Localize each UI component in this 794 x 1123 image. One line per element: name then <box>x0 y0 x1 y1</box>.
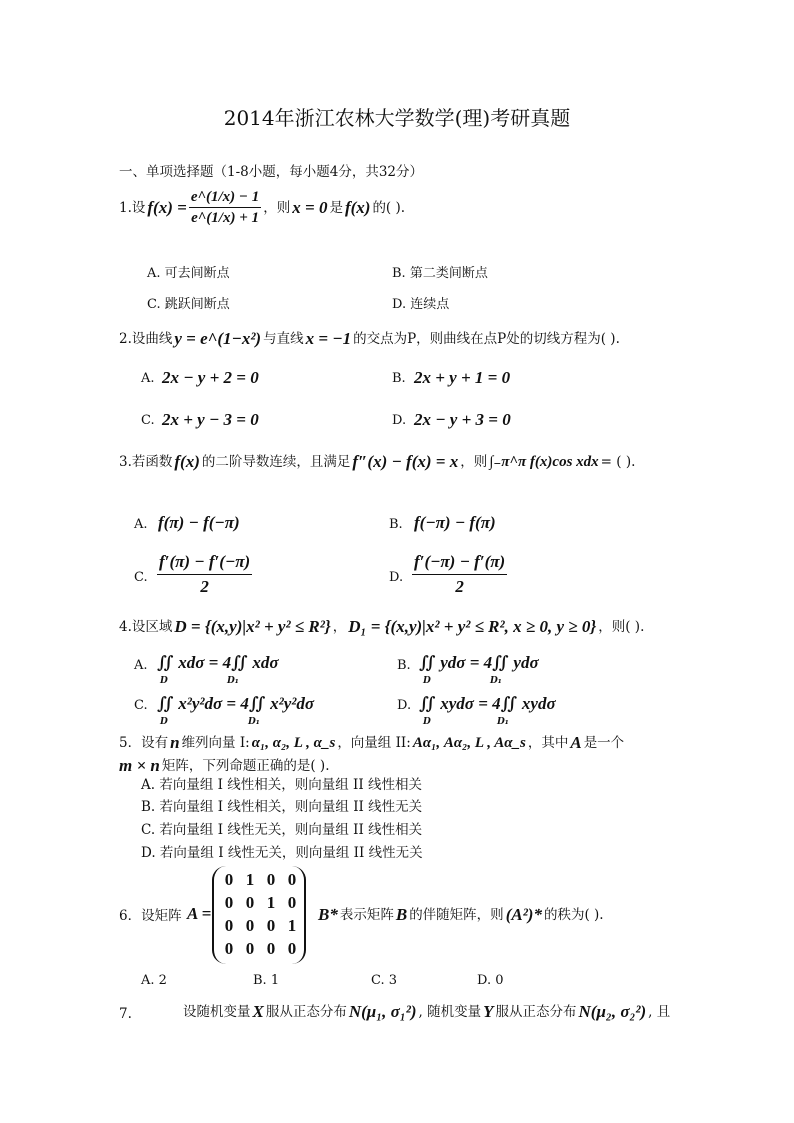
question-7 <box>183 1003 670 1021</box>
q4-c-sub-d1: D₁ <box>248 717 260 727</box>
q3-option-d <box>412 552 507 597</box>
q1-fraction <box>189 188 261 227</box>
q2-option-a-label: A. <box>141 371 155 386</box>
matrix-cell: 0 <box>245 916 255 935</box>
q1-numerator: e^(1/x) − 1 <box>189 188 261 208</box>
q5-text-c: ，向量组 II: <box>337 735 411 751</box>
matrix-cell: 0 <box>245 939 255 958</box>
q3-integral: ∫₋π^π f(x)cos xdx <box>489 454 599 470</box>
q1-denominator: e^(1/x) + 1 <box>191 210 259 226</box>
q3-option-a-label: A. <box>134 517 148 532</box>
q5-vectors-1: α₁, α₂, L , α_s <box>251 735 336 751</box>
q5-n: n <box>170 733 180 752</box>
q2-option-d: 2x − y + 3 = 0 <box>414 410 511 429</box>
q3-c-denominator: 2 <box>200 577 209 596</box>
q6-mid2: 的伴随矩阵，则 <box>409 907 504 923</box>
q6-b: B <box>395 905 408 924</box>
q4-b-sub-d1: D₁ <box>490 676 502 686</box>
q6-a2star: (A²)* <box>505 905 542 924</box>
q7-text-1: 设随机变量 <box>183 1004 251 1020</box>
q3-equation: f″(x) − f(x) = x <box>352 452 459 471</box>
section-heading: 一、单项选择题（1-8小题，每小题4分，共32分） <box>119 164 424 180</box>
q5-vectors-2: Aα₁, Aα₂, L , Aα_s <box>412 735 526 751</box>
q6-option-c: C. 3 <box>371 973 398 988</box>
q1-mid: ，则 <box>263 199 291 216</box>
q2-option-b-label: B. <box>392 371 406 386</box>
q5-text-a: 5．设有 <box>119 735 169 751</box>
q5-a: A <box>570 733 582 752</box>
q6-a-eq: A = <box>187 904 212 923</box>
matrix-cell: 0 <box>224 893 234 912</box>
q3-option-b-label: B. <box>389 517 403 532</box>
q3-mid: 的二阶导数连续，且满足 <box>201 454 351 470</box>
q3-option-d-label: D. <box>389 570 404 585</box>
q3-c-numerator: f′(π) − f′(−π) <box>157 552 252 575</box>
q4-c-sub-d: D <box>160 717 168 727</box>
question-4 <box>119 618 644 636</box>
matrix-cell: 0 <box>224 916 234 935</box>
q5-text-b: 维列向量 I: <box>181 735 250 751</box>
q2-option-b: 2x + y + 1 = 0 <box>414 368 511 387</box>
q4-a-sub-d: D <box>160 676 168 686</box>
q6-option-a: A. 2 <box>141 973 167 988</box>
q1-suffix: 的( ). <box>372 199 406 216</box>
q4-option-d-label: D. <box>397 698 412 713</box>
matrix-cell: 0 <box>287 893 297 912</box>
q4-a-sub-d1: D₁ <box>227 676 239 686</box>
q7-n2: N(μ₂, σ₂²) <box>578 1002 647 1021</box>
question-6-text <box>318 906 604 924</box>
q4-option-b-label: B. <box>397 658 411 673</box>
matrix-cell: 0 <box>224 870 234 889</box>
q1-is: 是 <box>329 199 343 216</box>
matrix-cell: 0 <box>287 939 297 958</box>
q4-d-sub-d1: D₁ <box>497 717 509 727</box>
q7-text-2: 服从正态分布 <box>265 1004 347 1020</box>
q6-mid: 表示矩阵 <box>339 907 394 923</box>
matrix-cell: 0 <box>224 939 234 958</box>
question-1 <box>119 188 405 227</box>
q4-b-sub-d: D <box>423 676 431 686</box>
page-title: 2014年浙江农林大学数学(理)考研真题 <box>223 106 571 130</box>
q1-option-a: A. 可去间断点 <box>147 266 230 281</box>
q6-option-b: B. 1 <box>253 973 280 988</box>
q7-text-5: , 且 <box>648 1004 671 1020</box>
matrix-cell: 1 <box>266 893 276 912</box>
q7-number: 7. <box>119 1006 132 1022</box>
q2-line: x = −1 <box>305 329 352 348</box>
q2-prefix: 2.设曲线 <box>119 331 173 347</box>
q3-option-b: f(−π) − f(π) <box>414 513 496 532</box>
q2-suffix: 的交点为P，则曲线在点P处的切线方程为( ). <box>353 331 620 347</box>
q2-curve: y = e^(1−x²) <box>174 329 262 348</box>
q3-option-c-label: C. <box>134 570 148 585</box>
q6-suffix: 的秩为( ). <box>543 907 604 923</box>
q2-option-d-label: D. <box>392 413 407 428</box>
q1-fx2: f(x) <box>344 197 371 217</box>
q6-option-d: D. 0 <box>477 973 504 988</box>
q4-option-d: ∬ xydσ = 4∬ xydσ <box>419 694 556 713</box>
q1-prefix: 1.设 <box>119 199 146 216</box>
q4-option-a: ∬ xdσ = 4∬ xdσ <box>157 653 279 672</box>
question-5-line-1 <box>119 734 624 752</box>
q3-option-a: f(π) − f(−π) <box>158 513 240 532</box>
q3-d-denominator: 2 <box>455 577 464 596</box>
q4-region-d1: D₁ = {(x,y)|x² + y² ≤ R², x ≥ 0, y ≥ 0} <box>348 617 597 636</box>
q4-sep: ， <box>332 619 347 635</box>
matrix-cell: 1 <box>287 916 297 935</box>
q5-text-d: ，其中 <box>527 735 569 751</box>
q5-text-e: 是一个 <box>583 735 625 751</box>
q2-option-a: 2x − y + 2 = 0 <box>162 368 259 387</box>
q7-text-4: 服从正态分布 <box>495 1004 577 1020</box>
q1-option-d: D. 连续点 <box>392 297 450 312</box>
question-5-line-2 <box>119 757 330 775</box>
matrix-cell: 1 <box>245 870 255 889</box>
q2-option-c: 2x + y − 3 = 0 <box>162 410 259 429</box>
q4-option-b: ∬ ydσ = 4∬ ydσ <box>419 653 539 672</box>
q1-x0: x = 0 <box>292 197 328 217</box>
question-2 <box>119 330 620 348</box>
q5-option-d: D. 若向量组 I 线性无关，则向量组 II 线性无关 <box>141 845 423 861</box>
q1-option-c: C. 跳跃间断点 <box>147 297 230 312</box>
q5-option-c: C. 若向量组 I 线性无关，则向量组 II 线性相关 <box>141 822 423 838</box>
q4-region-d: D = {(x,y)|x² + y² ≤ R²} <box>174 617 331 636</box>
matrix-cell: 0 <box>266 916 276 935</box>
q6-prefix: 6．设矩阵 <box>119 908 182 924</box>
matrix-cell: 0 <box>266 870 276 889</box>
q4-suffix: ，则( ). <box>598 619 645 635</box>
q3-option-c <box>157 552 252 597</box>
q3-mid2: ，则 <box>460 454 488 470</box>
q7-text-3: , 随机变量 <box>418 1004 482 1020</box>
matrix-cell: 0 <box>245 893 255 912</box>
q3-suffix: = ( ). <box>600 454 636 470</box>
q5-option-a: A. 若向量组 I 线性相关，则向量组 II 线性相关 <box>141 777 422 793</box>
q4-d-sub-d: D <box>423 717 431 727</box>
q7-y: Y <box>483 1002 494 1021</box>
q7-x: X <box>252 1002 264 1021</box>
q5-text-line2: 矩阵，下列命题正确的是( ). <box>161 758 330 774</box>
q5-option-b: B. 若向量组 I 线性相关，则向量组 II 线性无关 <box>141 799 423 815</box>
q1-option-b: B. 第二类间断点 <box>392 266 488 281</box>
q2-option-c-label: C. <box>141 413 155 428</box>
q3-d-numerator: f′(−π) − f′(π) <box>412 552 507 575</box>
question-3 <box>119 453 635 471</box>
matrix-cell: 0 <box>287 870 297 889</box>
q7-n1: N(μ₁, σ₁²) <box>348 1002 417 1021</box>
q3-prefix: 3.若函数 <box>119 454 173 470</box>
q5-mxn: m × n <box>119 756 160 775</box>
q4-option-c-label: C. <box>134 698 148 713</box>
matrix-cell: 0 <box>266 939 276 958</box>
q4-prefix: 4.设区域 <box>119 619 173 635</box>
q4-option-c: ∬ x²y²dσ = 4∬ x²y²dσ <box>157 694 315 713</box>
q2-mid: 与直线 <box>263 331 304 347</box>
q4-option-a-label: A. <box>134 658 148 673</box>
q1-fx: f(x) = <box>147 197 187 217</box>
q6-bstar: B* <box>318 905 338 924</box>
q3-fx: f(x) <box>174 452 200 471</box>
